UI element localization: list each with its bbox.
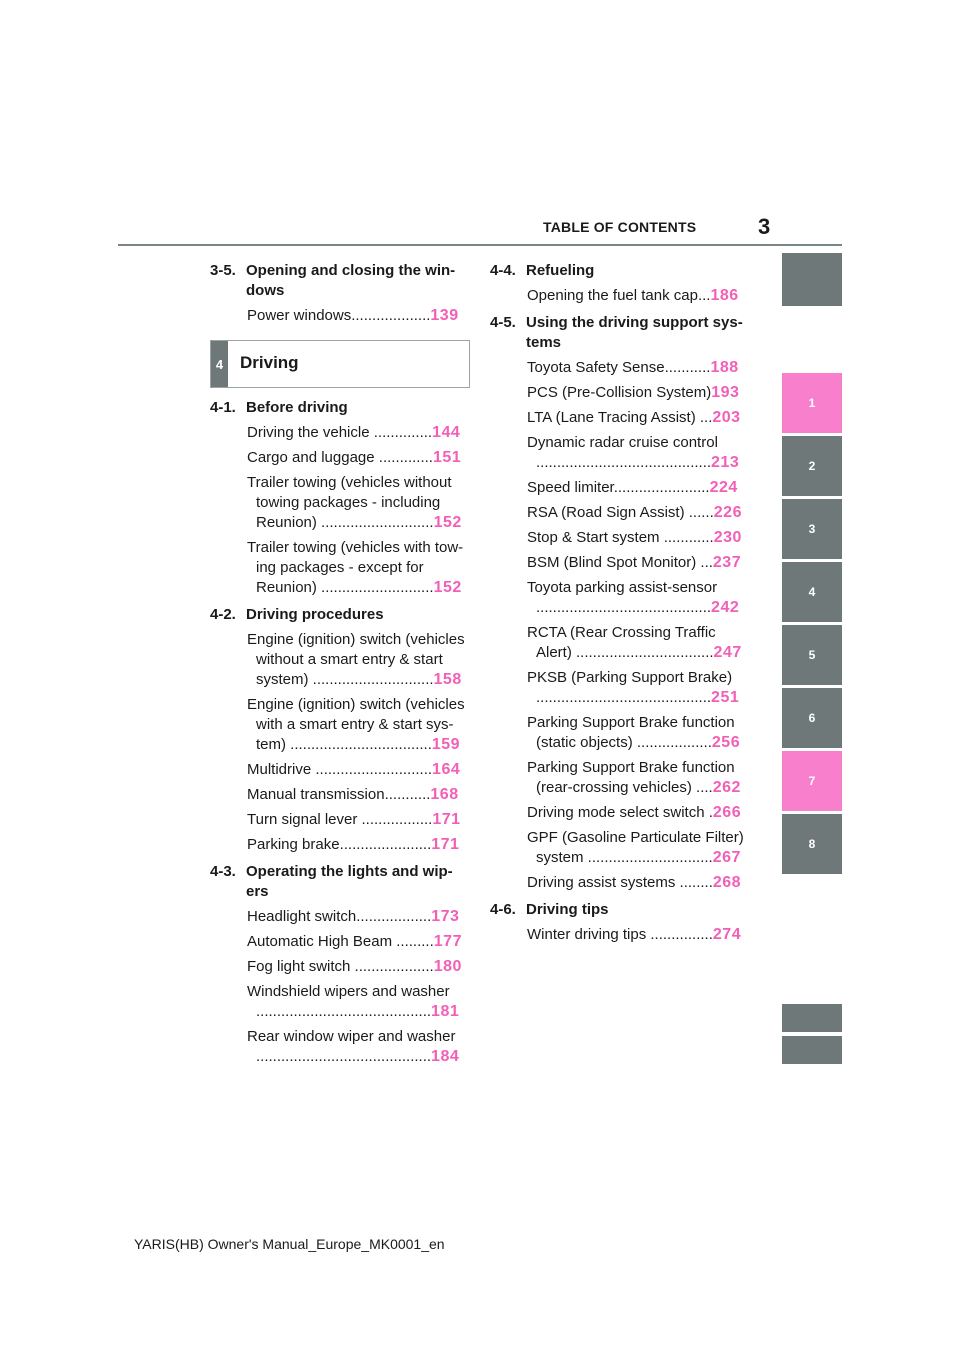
section-number: 3-5. [210,262,236,279]
entry-page-link[interactable]: 144 [432,424,461,441]
toc-entry[interactable] [490,713,750,753]
toc-entry[interactable] [210,907,470,927]
section-title: Operating the lights and wip-ers [246,863,453,900]
toc-entry[interactable] [210,695,470,755]
toc-left-main-sections [210,398,470,1067]
toc-entry[interactable] [210,810,470,830]
section-number: 4-5. [490,314,516,331]
toc-section-heading [490,313,750,353]
leader-dots: ............................. [308,671,434,688]
entry-title: Driving the vehicle [247,424,370,441]
toc-entry[interactable] [210,473,470,533]
entry-page-link[interactable]: 203 [712,409,741,426]
toc-left-pre-sections [210,261,470,326]
entry-title: Driving assist systems [527,874,676,891]
toc-entry[interactable] [210,932,470,952]
entry-title: Multidrive [247,761,312,778]
entry-title: RCTA (Rear Crossing Traffic Alert) [527,624,716,661]
entry-page-link[interactable]: 256 [711,734,741,751]
leader-dots: .............. [369,424,433,441]
entry-title: LTA (Lane Tracing Assist) [527,409,696,426]
entry-page-link[interactable]: 184 [431,1048,460,1065]
leader-dots: .......................................... [536,689,712,706]
leader-dots: ........... [664,359,711,376]
entry-page-link[interactable]: 180 [433,958,462,975]
leader-dots: ........................... [316,579,434,596]
toc-section-heading [490,900,750,920]
entry-page-link[interactable]: 266 [712,804,742,821]
leader-dots: . [704,804,713,821]
entry-title: Speed limiter [527,479,614,496]
toc-entry[interactable] [490,873,750,893]
leader-dots: ........................... [316,514,434,531]
toc-entry[interactable] [210,306,470,326]
leader-dots: .................................. [286,736,432,753]
entry-title: GPF (Gasoline Particulate Filter) system [527,829,744,866]
entry-title: Fog light switch [247,958,351,975]
toc-entry[interactable] [210,957,470,977]
toc-section-heading [210,398,470,418]
entry-title: Dynamic radar cruise control [527,434,718,451]
entry-page-link[interactable]: 181 [431,1003,460,1020]
leader-dots: ... [696,554,713,571]
toc-section-heading [210,862,470,902]
side-tab-blank[interactable] [782,253,842,306]
entry-page-link[interactable]: 186 [710,287,739,304]
entry-title: PCS (Pre-Collision System) [527,384,712,401]
section-title: Before driving [246,399,348,416]
section-number: 4-6. [490,901,516,918]
toc-section-heading [210,261,470,301]
toc-entry[interactable] [490,758,750,798]
chapter-tab-6[interactable]: 6 [782,688,842,748]
entry-page-link[interactable]: 193 [711,384,740,401]
leader-dots: ................... [351,307,431,324]
entry-page-link[interactable]: 139 [430,307,459,324]
entry-page-link[interactable]: 171 [432,811,461,828]
entry-page-link[interactable]: 224 [709,479,738,496]
toc-section-heading [210,605,470,625]
entry-title: Toyota Safety Sense [527,359,665,376]
leader-dots: .......................................... [256,1048,432,1065]
section-title: Driving tips [526,901,609,918]
toc-entry[interactable] [490,286,750,306]
toc-entry[interactable] [490,623,750,663]
chapter-tab-4[interactable]: 4 [782,562,842,622]
toc-entry[interactable] [490,803,750,823]
entry-page-link[interactable]: 226 [713,504,742,521]
toc-entry[interactable] [490,478,750,498]
entry-page-link[interactable]: 262 [712,779,741,796]
entry-page-link[interactable]: 159 [431,736,461,753]
entry-page-link[interactable]: 158 [433,671,462,688]
entry-page-link[interactable]: 188 [710,359,739,376]
chapter-tab-1[interactable]: 1 [782,373,842,433]
toc-entry[interactable] [210,448,470,468]
entry-title: Turn signal lever [247,811,358,828]
entry-page-link[interactable]: 251 [711,689,740,706]
leader-dots: ............. [374,449,433,466]
leader-dots: ...... [684,504,714,521]
toc-right-sections [490,261,750,945]
toc-entry[interactable] [490,828,750,868]
page-number: 3 [758,214,771,239]
leader-dots: ................. [357,811,433,828]
leader-dots: .... [691,779,713,796]
entry-title: Opening the fuel tank cap [527,287,698,304]
toc-right-column [490,254,750,945]
entry-title: Trailer towing (vehicles without towing packages - including Reunion) [247,474,452,531]
entry-title: Power windows [247,307,352,324]
chapter-title: Driving [240,353,299,372]
entry-title: Parking brake [247,836,340,853]
chapter-number-tab: 4 [211,341,228,387]
toc-section-heading [490,261,750,281]
entry-title: Windshield wipers and washer [247,983,450,1000]
entry-page-link[interactable]: 168 [430,786,459,803]
side-tab-blank[interactable] [782,1004,842,1032]
toc-entry[interactable] [210,760,470,780]
toc-entry[interactable] [490,383,750,403]
entry-page-link[interactable]: 151 [432,449,462,466]
leader-dots: .......................................... [536,454,712,471]
leader-dots: ........... [384,786,431,803]
leader-dots: ... [695,409,713,426]
section-title: Opening and closing the win-dows [246,262,456,299]
leader-dots: ............... [646,926,713,943]
leader-dots: ... [697,287,711,304]
entry-title: RSA (Road Sign Assist) [527,504,685,521]
leader-dots: ........ [675,874,713,891]
toc-entry[interactable] [490,408,750,428]
entry-page-link[interactable]: 213 [711,454,740,471]
leader-dots: ................................. [571,644,714,661]
entry-page-link[interactable]: 230 [713,529,742,546]
entry-page-link[interactable]: 242 [711,599,740,616]
toc-left-column [210,254,470,1067]
entry-page-link[interactable]: 171 [431,836,460,853]
running-header-title: TABLE OF CONTENTS [543,219,697,235]
leader-dots: ....................... [613,479,710,496]
entry-title: Toyota parking assist-sensor [527,579,718,596]
entry-title: BSM (Blind Spot Monitor) [527,554,697,571]
entry-page-link[interactable]: 274 [712,926,742,943]
toc-entry[interactable] [490,925,750,945]
toc-entry[interactable] [210,835,470,855]
section-title: Using the driving support sys-tems [526,314,743,351]
section-number: 4-2. [210,606,236,623]
section-number: 4-4. [490,262,516,279]
toc-entry[interactable] [210,630,470,690]
entry-title: Driving mode select switch [527,804,705,821]
entry-title: Parking Support Brake function (static objects) [527,714,735,751]
toc-entry[interactable] [490,528,750,548]
entry-title: Automatic High Beam [247,933,393,950]
leader-dots: .................. [632,734,712,751]
entry-page-link[interactable]: 267 [712,849,741,866]
toc-entry[interactable] [210,785,470,805]
entry-page-link[interactable]: 152 [433,514,462,531]
chapter-tab-7[interactable]: 7 [782,751,842,811]
entry-page-link[interactable]: 164 [432,761,461,778]
toc-entry[interactable] [210,1027,470,1067]
toc-entry[interactable] [490,358,750,378]
chapter-tab-2[interactable]: 2 [782,436,842,496]
entry-title: Parking Support Brake function (rear-crossing vehicles) [527,759,735,796]
section-number: 4-3. [210,863,236,880]
leader-dots: .............................. [583,849,713,866]
leader-dots: ............................ [311,761,433,778]
leader-dots: ................... [350,958,434,975]
leader-dots: ......... [392,933,434,950]
leader-dots: ...................... [339,836,432,853]
entry-title: PKSB (Parking Support Brake) [527,669,733,686]
entry-title: Engine (ignition) switch (vehicles with a smart entry & start sys-tem) [247,696,465,753]
entry-title: Engine (ignition) switch (vehicles without a smart entry & start system) [247,631,465,688]
entry-page-link[interactable]: 268 [712,874,742,891]
entry-title: Rear window wiper and washer [247,1028,456,1045]
entry-title: Manual transmission [247,786,385,803]
leader-dots: .......................................... [256,1003,432,1020]
toc-entry[interactable] [490,433,750,473]
toc-entry[interactable] [210,423,470,443]
toc-entry[interactable] [490,503,750,523]
section-number: 4-1. [210,399,236,416]
header-divider [118,244,842,246]
chapter-tab-5[interactable]: 5 [782,625,842,685]
entry-page-link[interactable]: 177 [433,933,462,950]
chapter-tab-3[interactable]: 3 [782,499,842,559]
section-title: Driving procedures [246,606,384,623]
leader-dots: .......................................... [536,599,712,616]
footer-manual-id: YARIS(HB) Owner's Manual_Europe_MK0001_en [134,1236,445,1252]
section-title: Refueling [526,262,595,279]
side-tab-blank[interactable] [782,1036,842,1064]
toc-entry[interactable] [490,578,750,618]
chapter-tab-8[interactable]: 8 [782,814,842,874]
entry-title: Trailer towing (vehicles with tow-ing packages - except for Reunion) [247,539,464,596]
entry-page-link[interactable]: 152 [433,579,462,596]
entry-page-link[interactable]: 173 [431,908,460,925]
entry-page-link[interactable]: 247 [713,644,742,661]
toc-entry[interactable] [490,553,750,573]
leader-dots: ............ [659,529,714,546]
leader-dots: .................. [356,908,432,925]
entry-title: Winter driving tips [527,926,647,943]
chapter-heading-box[interactable] [210,340,470,388]
toc-entry[interactable] [210,982,470,1022]
entry-title: Headlight switch [247,908,357,925]
entry-title: Stop & Start system [527,529,660,546]
toc-entry[interactable] [210,538,470,598]
entry-page-link[interactable]: 237 [712,554,742,571]
toc-entry[interactable] [490,668,750,708]
entry-title: Cargo and luggage [247,449,375,466]
